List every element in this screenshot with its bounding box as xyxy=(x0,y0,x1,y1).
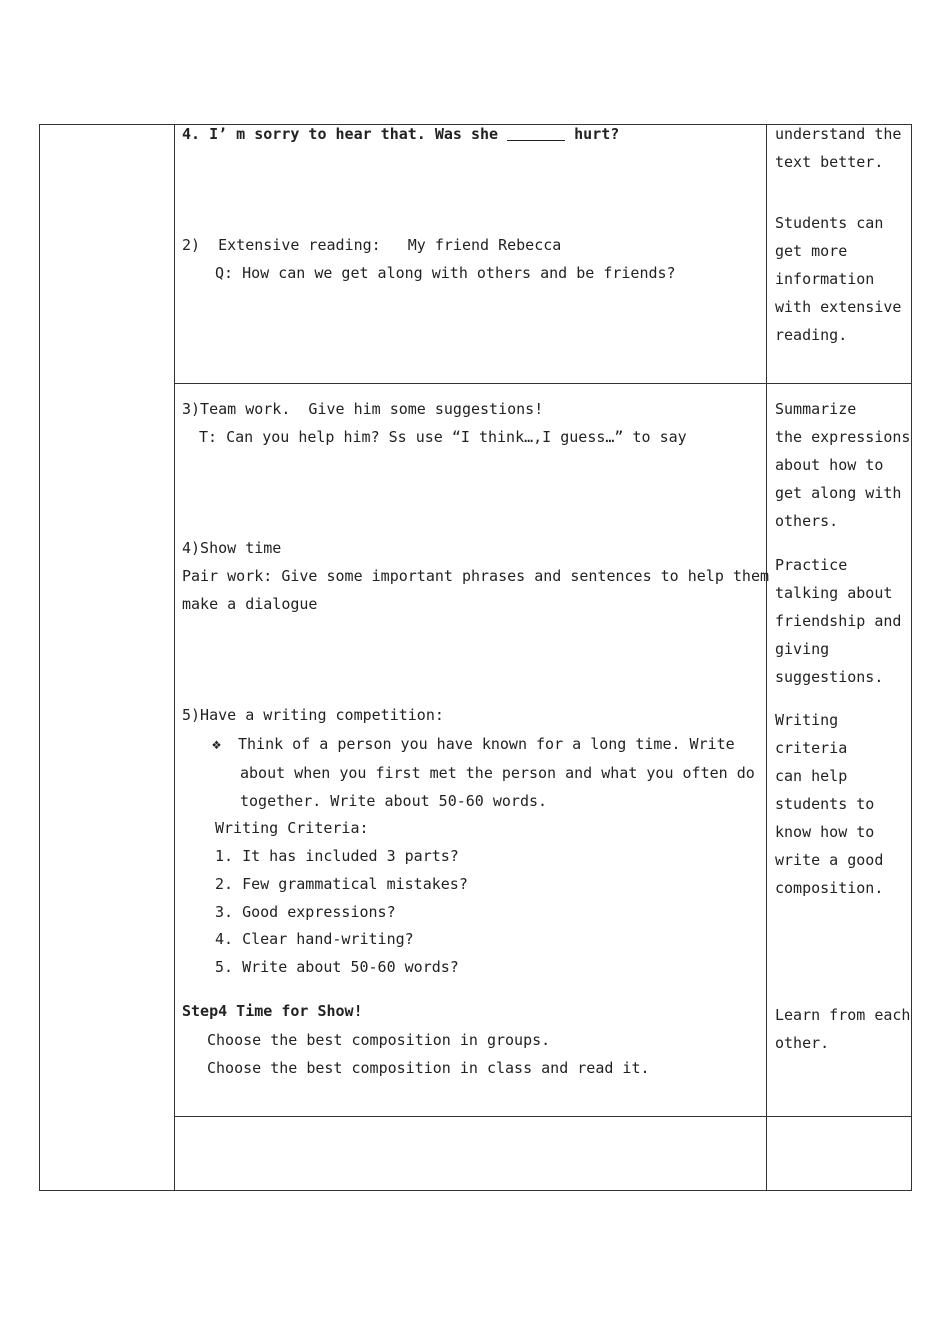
note-line: text better. xyxy=(775,153,884,171)
note-line: suggestions. xyxy=(775,668,884,686)
step4-title: Step4 Time for Show! xyxy=(182,1002,363,1020)
diamond-bullet-icon: ❖ xyxy=(212,735,222,753)
note-line: the expressions xyxy=(775,428,911,446)
note-line: Students can xyxy=(775,214,884,232)
show-time-line: make a dialogue xyxy=(182,595,318,613)
step4-line: Choose the best composition in groups. xyxy=(207,1031,551,1049)
answer-blank xyxy=(507,124,565,141)
criteria-item: 2. Few grammatical mistakes? xyxy=(215,875,468,893)
note-line: Summarize xyxy=(775,400,857,418)
note-line: friendship and xyxy=(775,612,902,630)
criteria-item: 3. Good expressions? xyxy=(215,903,396,921)
criteria-item: 4. Clear hand-writing? xyxy=(215,930,414,948)
team-work-prompt: T: Can you help him? Ss use “I think…,I guess…” to say xyxy=(199,428,687,446)
criteria-item: 5. Write about 50-60 words? xyxy=(215,958,459,976)
row-divider-1 xyxy=(174,383,911,384)
criteria-item: 1. It has included 3 parts? xyxy=(215,847,459,865)
writing-task xyxy=(212,730,735,758)
note-line: with extensive xyxy=(775,298,902,316)
question-4 xyxy=(182,120,619,148)
writing-criteria-title: Writing Criteria: xyxy=(215,819,369,837)
column-divider-2 xyxy=(766,125,767,1190)
note-line: giving xyxy=(775,640,830,658)
note-line: know how to xyxy=(775,823,875,841)
note-line: understand the xyxy=(775,125,902,143)
show-time-line: Pair work: Give some important phrases and sentences to help them xyxy=(182,567,769,585)
note-line: Learn from each xyxy=(775,1006,911,1024)
note-line: Practice xyxy=(775,556,848,574)
writing-competition-title: 5)Have a writing competition: xyxy=(182,706,444,724)
step4-line: Choose the best composition in class and read it. xyxy=(207,1059,650,1077)
note-line: others. xyxy=(775,512,839,530)
extensive-reading-title: 2) Extensive reading: My friend Rebecca xyxy=(182,236,562,254)
note-line: criteria xyxy=(775,739,848,757)
note-line: composition. xyxy=(775,879,884,897)
note-line: reading. xyxy=(775,326,848,344)
note-line: information xyxy=(775,270,875,288)
writing-task-line: Think of a person you have known for a long time. Write xyxy=(238,735,735,753)
note-line: write a good xyxy=(775,851,884,869)
writing-task-line: together. Write about 50-60 words. xyxy=(240,792,548,810)
note-line: get along with xyxy=(775,484,902,502)
note-line: students to xyxy=(775,795,875,813)
question-4-suffix: hurt? xyxy=(574,125,620,143)
extensive-reading-question: Q: How can we get along with others and be friends? xyxy=(215,264,676,282)
show-time-title: 4)Show time xyxy=(182,539,282,557)
row-divider-2 xyxy=(174,1116,911,1117)
writing-task-line: about when you first met the person and what you often do xyxy=(240,764,755,782)
question-4-text: 4. I’ m sorry to hear that. Was she xyxy=(182,125,499,143)
team-work-title: 3)Team work. Give him some suggestions! xyxy=(182,400,544,418)
note-line: can help xyxy=(775,767,848,785)
note-line: Writing xyxy=(775,711,839,729)
note-line: about how to xyxy=(775,456,884,474)
note-line: talking about xyxy=(775,584,893,602)
note-line: get more xyxy=(775,242,848,260)
note-line: other. xyxy=(775,1034,830,1052)
column-divider-1 xyxy=(174,125,175,1190)
